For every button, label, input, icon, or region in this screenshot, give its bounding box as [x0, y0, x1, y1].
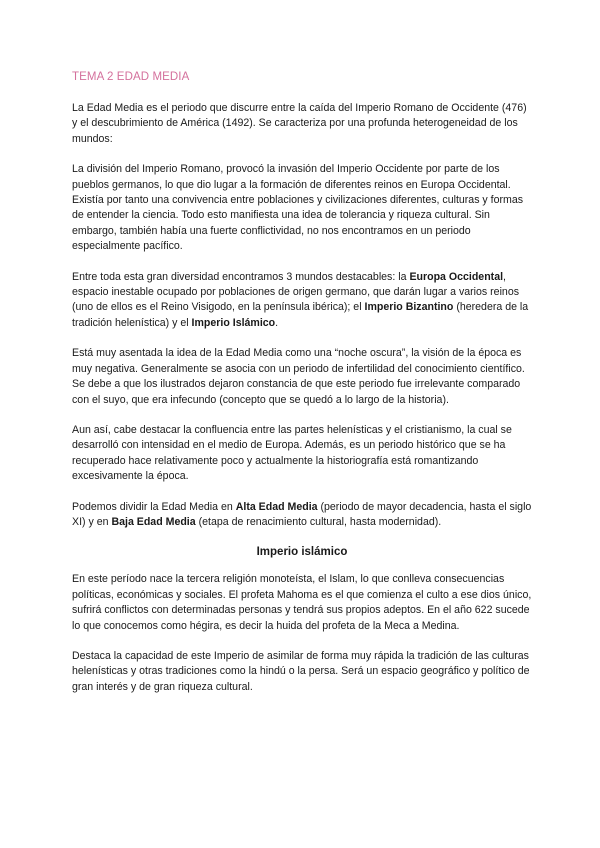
mundos-text-1: Entre toda esta gran diversidad encontramos 3 mundos destacables: la	[72, 270, 410, 283]
alta-edad-media-bold: Alta Edad Media	[235, 500, 318, 513]
mundos-paragraph	[72, 270, 532, 332]
imperio-islamico-bold: Imperio Islámico	[191, 316, 276, 329]
europa-occidental-bold: Europa Occidental	[409, 270, 504, 283]
division-paragraph: La división del Imperio Romano, provocó la invasión del Imperio Occidente por parte de los pueblos germanos, lo que dio lugar a la formación de diferentes reinos en Europa Occidental. Existía por tanto una convivencia entre poblaciones y civilizaciones diferentes, culturas y formas de entender la ciencia. Todo esto manifiesta una idea de tolerancia y riqueza cultural. Sin embargo, también había una fuerte conflictividad, no nos encontramos en un periodo especialmente pacífico.	[72, 163, 524, 253]
edades-paragraph	[72, 500, 532, 531]
edades-text-1: Podemos dividir la Edad Media en	[72, 500, 236, 513]
imperio-bizantino-bold: Imperio Bizantino	[364, 301, 454, 314]
noche-oscura-paragraph: Está muy asentada la idea de la Edad Media como una “noche oscura”, la visión de la época es muy negativa. Generalmente se asocia con un periodo de infertilidad del conocimiento científico. Se debe a que los ilustrados dejaron constancia de que este periodo fue irrelevante comparado con el suyo, que era infecundo (concepto que se quedó a lo largo de la historia).	[72, 347, 525, 406]
edades-text-3: (etapa de renacimiento cultural, hasta modernidad).	[195, 515, 442, 528]
mundos-text-4: .	[275, 316, 279, 329]
document-title: TEMA 2 EDAD MEDIA	[72, 71, 190, 83]
section-heading-imperio-islamico: Imperio islámico	[256, 546, 348, 559]
edades-text-2: (periodo de mayor decadencia, hasta el siglo XI) y en	[72, 500, 532, 528]
mundos-text-3: (heredera de la tradición helenística) y el	[72, 301, 529, 329]
mundos-text-2: , espacio inestable ocupado por poblaciones de origen germano, que darán lugar a varios reinos (uno de ellos es el Reino Visigodo, en la península ibérica); el	[72, 270, 520, 314]
confluencia-paragraph: Aun así, cabe destacar la confluencia entre las partes helenísticas y el cristianismo, la cual se desarrolló con intensidad en el medio de Europa. Además, es un periodo histórico que se ha recuperado hace relativamente poco y actualmente la historiografía está romantizando excesivamente la época.	[72, 423, 512, 483]
baja-edad-media-bold: Baja Edad Media	[111, 515, 196, 528]
document-page	[72, 70, 532, 710]
islam-paragraph-1: En este período nace la tercera religión monoteísta, el Islam, lo que conlleva consecuencias políticas, económicas y sociales. El profeta Mahoma es el que comienza el culto a ese dios único, sufrirá conflictos con determinadas personas y tendrá sus propios adeptos. En el año 622 sucede lo que conocemos como hégira, es decir la huida del profeta de la Meca a Medina.	[72, 573, 532, 632]
islam-paragraph-2: Destaca la capacidad de este Imperio de asimilar de forma muy rápida la tradición de las culturas helenísticas y otras tradiciones como la hindú o la persa. Será un espacio geográfico y político de gran interés y de gran riqueza cultural.	[72, 649, 530, 693]
intro-paragraph: La Edad Media es el periodo que discurre entre la caída del Imperio Romano de Occidente (476) y el descubrimiento de América (1492). Se caracteriza por una profunda heterogeneidad de los mundos:	[72, 102, 527, 145]
